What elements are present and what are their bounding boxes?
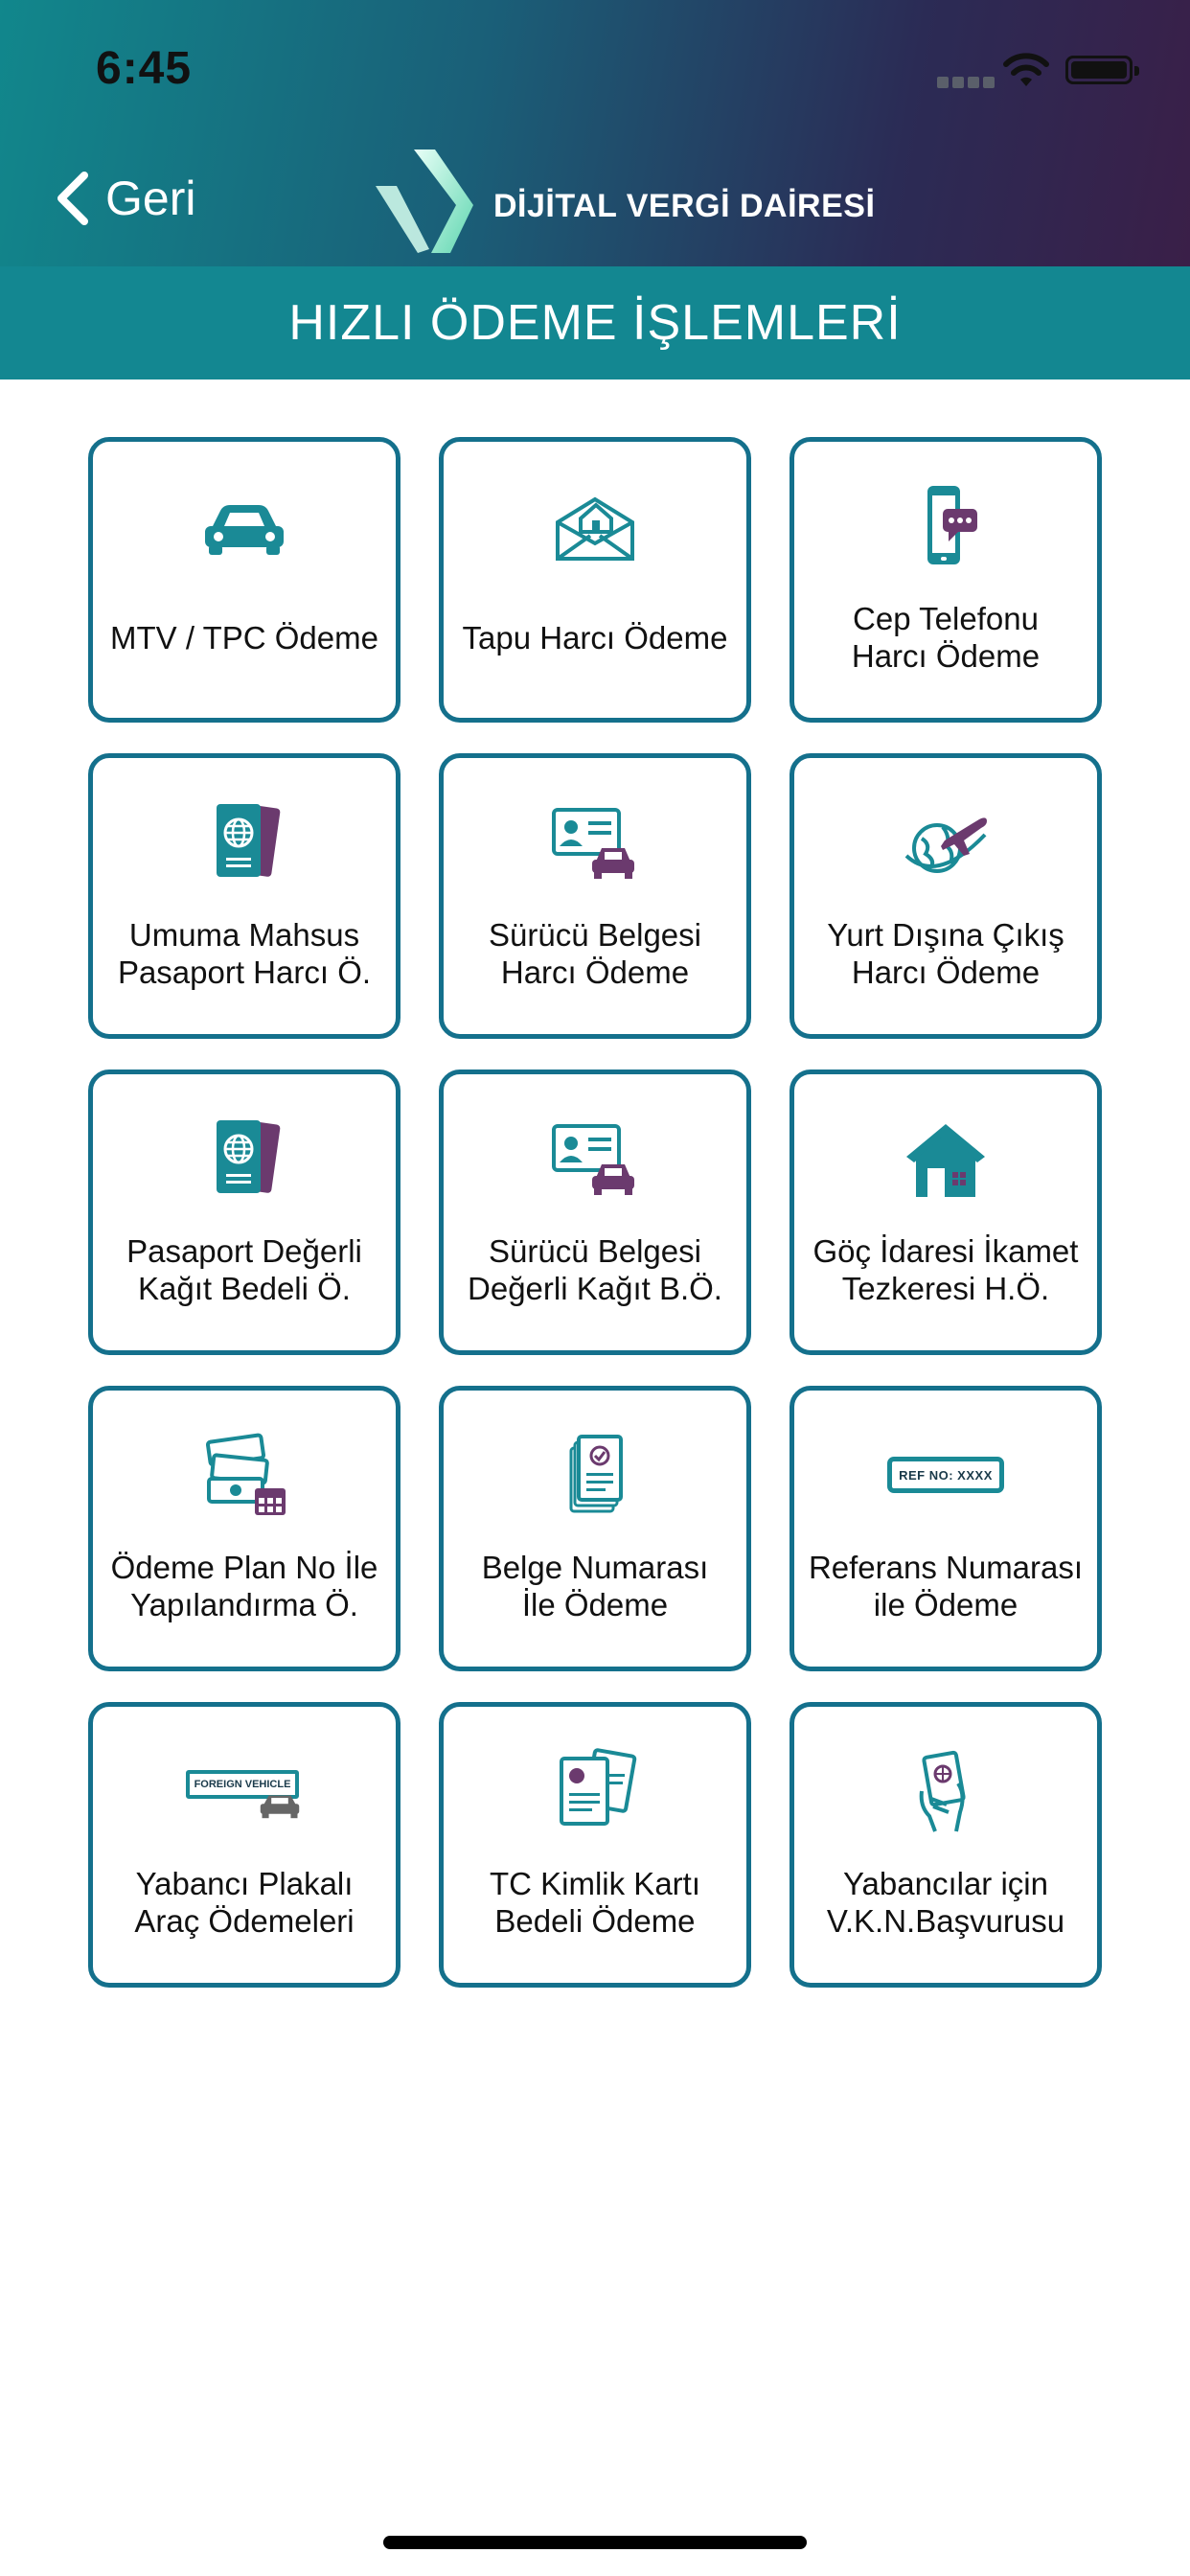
status-time: 6:45 bbox=[96, 43, 193, 94]
tile-tc-kimlik-karti[interactable] bbox=[439, 1702, 751, 1988]
tile-label: Ödeme Plan No İle Yapılandırma Ö. bbox=[110, 1550, 378, 1622]
tile-tapu-harci[interactable] bbox=[439, 437, 751, 723]
car-icon bbox=[192, 480, 297, 572]
document-stack-icon bbox=[542, 1429, 648, 1521]
tile-label: TC Kimlik Kartı Bedeli Ödeme bbox=[489, 1866, 700, 1939]
tile-umuma-mahsus-pasaport[interactable] bbox=[88, 753, 400, 1039]
tile-pasaport-degerli-kagit[interactable] bbox=[88, 1070, 400, 1355]
tile-label: Yabancı Plakalı Araç Ödemeleri bbox=[134, 1866, 355, 1939]
tile-label: Cep Telefonu Harcı Ödeme bbox=[851, 601, 1041, 674]
tile-label: Yabancılar için V.K.N.Başvurusu bbox=[826, 1866, 1065, 1939]
money-calendar-icon bbox=[192, 1429, 297, 1521]
tile-label: MTV / TPC Ödeme bbox=[110, 619, 378, 656]
tile-odeme-plan-no[interactable] bbox=[88, 1386, 400, 1671]
id-card-icon bbox=[542, 1745, 648, 1837]
tile-label: Sürücü Belgesi Harcı Ödeme bbox=[489, 917, 701, 990]
tile-label: Belge Numarası İle Ödeme bbox=[481, 1550, 709, 1622]
chevron-left-icon bbox=[54, 170, 92, 227]
tile-yurt-disina-cikis[interactable] bbox=[790, 753, 1102, 1039]
mobile-phone-icon bbox=[893, 480, 998, 572]
plane-globe-icon bbox=[893, 796, 998, 888]
logo-icon bbox=[376, 150, 481, 255]
tile-referans-numarasi[interactable] bbox=[790, 1386, 1102, 1671]
ref-no-badge-text: REF NO: XXXX bbox=[899, 1467, 993, 1483]
house-envelope-icon bbox=[542, 480, 648, 572]
tile-label: Pasaport Değerli Kağıt Bedeli Ö. bbox=[126, 1233, 362, 1306]
tile-surucu-belgesi-degerli-kagit[interactable] bbox=[439, 1070, 751, 1355]
driver-license-icon bbox=[542, 796, 648, 888]
ref-no-icon bbox=[883, 1429, 1008, 1521]
tile-label: Sürücü Belgesi Değerli Kağıt B.Ö. bbox=[468, 1233, 722, 1306]
foreign-vehicle-badge-text: FOREIGN VEHICLE bbox=[194, 1779, 291, 1790]
tile-cep-telefonu[interactable] bbox=[790, 437, 1102, 723]
tile-belge-numarasi[interactable] bbox=[439, 1386, 751, 1671]
navigation-header bbox=[0, 0, 1190, 266]
driver-license-icon bbox=[542, 1113, 648, 1205]
tile-label: Göç İdaresi İkamet Tezkeresi H.Ö. bbox=[812, 1233, 1079, 1306]
foreign-vehicle-icon bbox=[182, 1745, 307, 1837]
page-title: HIZLI ÖDEME İŞLEMLERİ bbox=[288, 295, 902, 351]
tile-goc-idaresi-ikamet[interactable] bbox=[790, 1070, 1102, 1355]
tile-label: Referans Numarası ile Ödeme bbox=[808, 1550, 1084, 1622]
battery-icon bbox=[1065, 56, 1133, 84]
passport-icon bbox=[192, 1113, 297, 1205]
back-label: Geri bbox=[105, 172, 196, 225]
back-button[interactable] bbox=[54, 165, 195, 232]
title-bar bbox=[0, 266, 1190, 380]
tile-label: Yurt Dışına Çıkış Harcı Ödeme bbox=[827, 917, 1064, 990]
home-indicator[interactable] bbox=[383, 2536, 807, 2549]
tile-label: Tapu Harcı Ödeme bbox=[462, 619, 728, 656]
home-icon bbox=[893, 1113, 998, 1205]
wifi-icon bbox=[1002, 52, 1050, 90]
passport-icon bbox=[192, 796, 297, 888]
tile-yabanci-plakali-arac[interactable] bbox=[88, 1702, 400, 1988]
tile-yabancilar-vkn[interactable] bbox=[790, 1702, 1102, 1988]
car-icon bbox=[259, 1791, 301, 1820]
payment-options-grid bbox=[88, 437, 1102, 1988]
tile-label: Umuma Mahsus Pasaport Harcı Ö. bbox=[117, 917, 372, 990]
brand-name: DİJİTAL VERGİ DAİRESİ bbox=[493, 188, 876, 224]
cellular-signal-icon bbox=[937, 75, 998, 88]
tile-surucu-belgesi-harci[interactable] bbox=[439, 753, 751, 1039]
tile-mtv-tpc[interactable] bbox=[88, 437, 400, 723]
hand-passport-icon bbox=[893, 1745, 998, 1837]
